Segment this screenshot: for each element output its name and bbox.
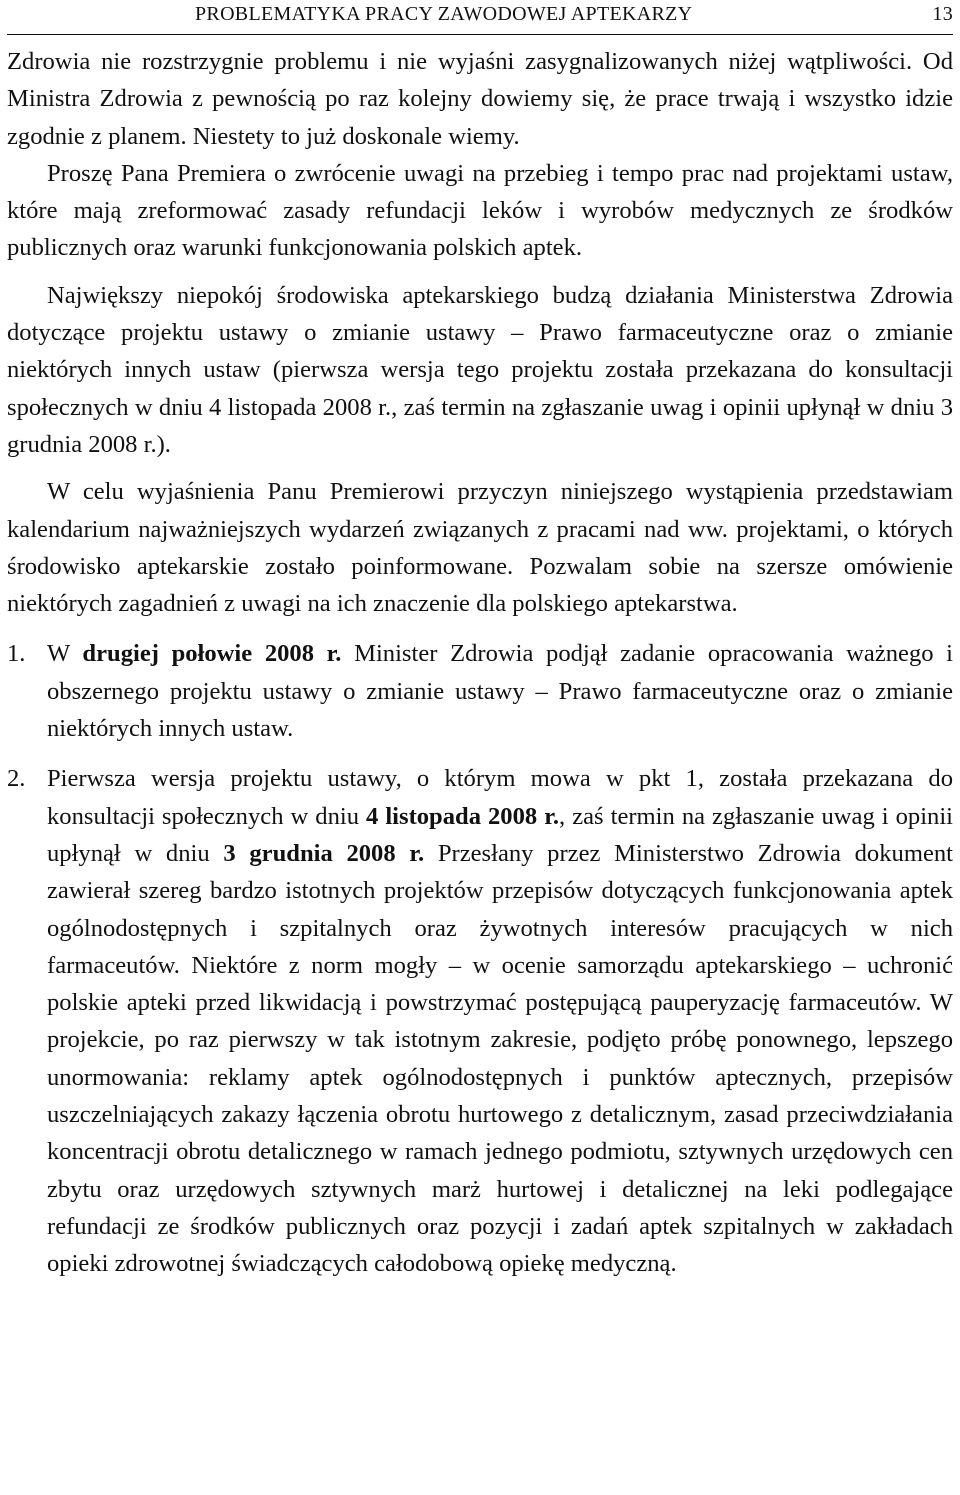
item-number: 1.: [7, 640, 26, 668]
running-title: PROBLEMATYKA PRACY ZAWODOWEJ APTEKARZY: [195, 3, 693, 25]
item-bold-date: 3 grudnia 2008 r.: [223, 839, 425, 867]
paragraph-explanation: W celu wyjaśnienia Panu Premierowi przyczyn niniejszego wystąpienia przedstawiam kalendarium najważniejszych wydarzeń związanych z pracami nad ww. projektami, o których środowisko aptekarskie zostało poinformowane. Pozwalam sobie na szersze omówienie niektórych zagadnień z uwagi na ich znaczenie dla polskiego aptekarstwa.: [7, 478, 953, 618]
item-bold-date: drugiej połowie 2008 r.: [82, 640, 342, 668]
item-text: Minister Zdrowia podjął zadanie opracowania ważnego i obszernego projektu ustawy o zmianie ustawy – Prawo farmaceutyczne oraz o zmianie niektórych innych ustaw.: [47, 640, 954, 743]
running-header: [7, 0, 953, 35]
item-number: 2.: [7, 765, 26, 793]
list-item-2: [7, 760, 953, 1282]
paragraph-concern: Największy niepokój środowiska aptekarskiego budzą działania Ministerstwa Zdrowia dotyczące projektu ustawy o zmianie ustawy – Prawo farmaceutyczne oraz o zmianie niektórych innych ustaw (pierwsza wersja tego projektu została przekazana do konsultacji społecznych w dniu 4 listopada 2008 r., zaś termin na zgłaszanie uwag i opinii upłynął w dniu 3 grudnia 2008 r.).: [7, 281, 953, 458]
paragraph-continued: Zdrowia nie rozstrzygnie problemu i nie wyjaśni zasygnalizowanych niżej wątpliwości. Od Ministra Zdrowia z pewnością po raz kolejny dowiemy się, że prace trwają i wszystko idzie zgodnie z planem. Niestety to już doskonale wiemy.: [7, 48, 953, 150]
item-mid: , zaś termin na zgłaszanie uwag i opinii upłynął w dniu: [47, 802, 953, 867]
item-text: Przesłany przez Ministerstwo Zdrowia dokument zawierał szereg bardzo istotnych projektów przepisów dotyczących funkcjonowania aptek ogólnodostępnych i szpitalnych oraz żywotnych interesów pracujących w nich farmaceutów. Niektóre z norm mogły – w ocenie samorządu aptekarskiego – uchronić polskie apteki przed likwidacją i powstrzymać postępującą pauperyzację farmaceutów. W projekcie, po raz pierwszy w tak istotnym zakresie, podjęto próbę ponownego, lepszego unormowania: reklamy aptek ogólnodostępnych i punktów aptecznych, przepisów uszczelniających zakazy łączenia obrotu hurtowego z detalicznym, zasad przeciwdziałania koncentracji obrotu detalicznego w ramach jednego podmiotu, sztywnych urzędowych cen zbytu oraz urzędowych sztywnych marż hurtowej i detalicznej na leki podlegające refundacji ze środków publicznych oraz pozycji i zadań aptek szpitalnych w zakładach opieki zdrowotnej świadczących całodobową opiekę medyczną.: [47, 839, 953, 1278]
paragraph-request: Proszę Pana Premiera o zwrócenie uwagi na przebieg i tempo prac nad projektami ustaw, które mają zreformować zasady refundacji leków i wyrobów medycznych ze środków publicznych oraz warunki funkcjonowania polskich aptek.: [7, 159, 953, 262]
document-page: [7, 0, 953, 1283]
item-lead: W: [47, 640, 83, 668]
item-bold-date: 4 listopada 2008 r.: [366, 802, 560, 830]
item-lead: Pierwsza wersja projektu ustawy, o którym mowa w pkt 1, została przekazana do konsultacji społecznych w dniu: [47, 765, 953, 830]
list-item-1: [7, 635, 953, 747]
body-text: [7, 43, 953, 1283]
page-number: 13: [932, 3, 953, 25]
